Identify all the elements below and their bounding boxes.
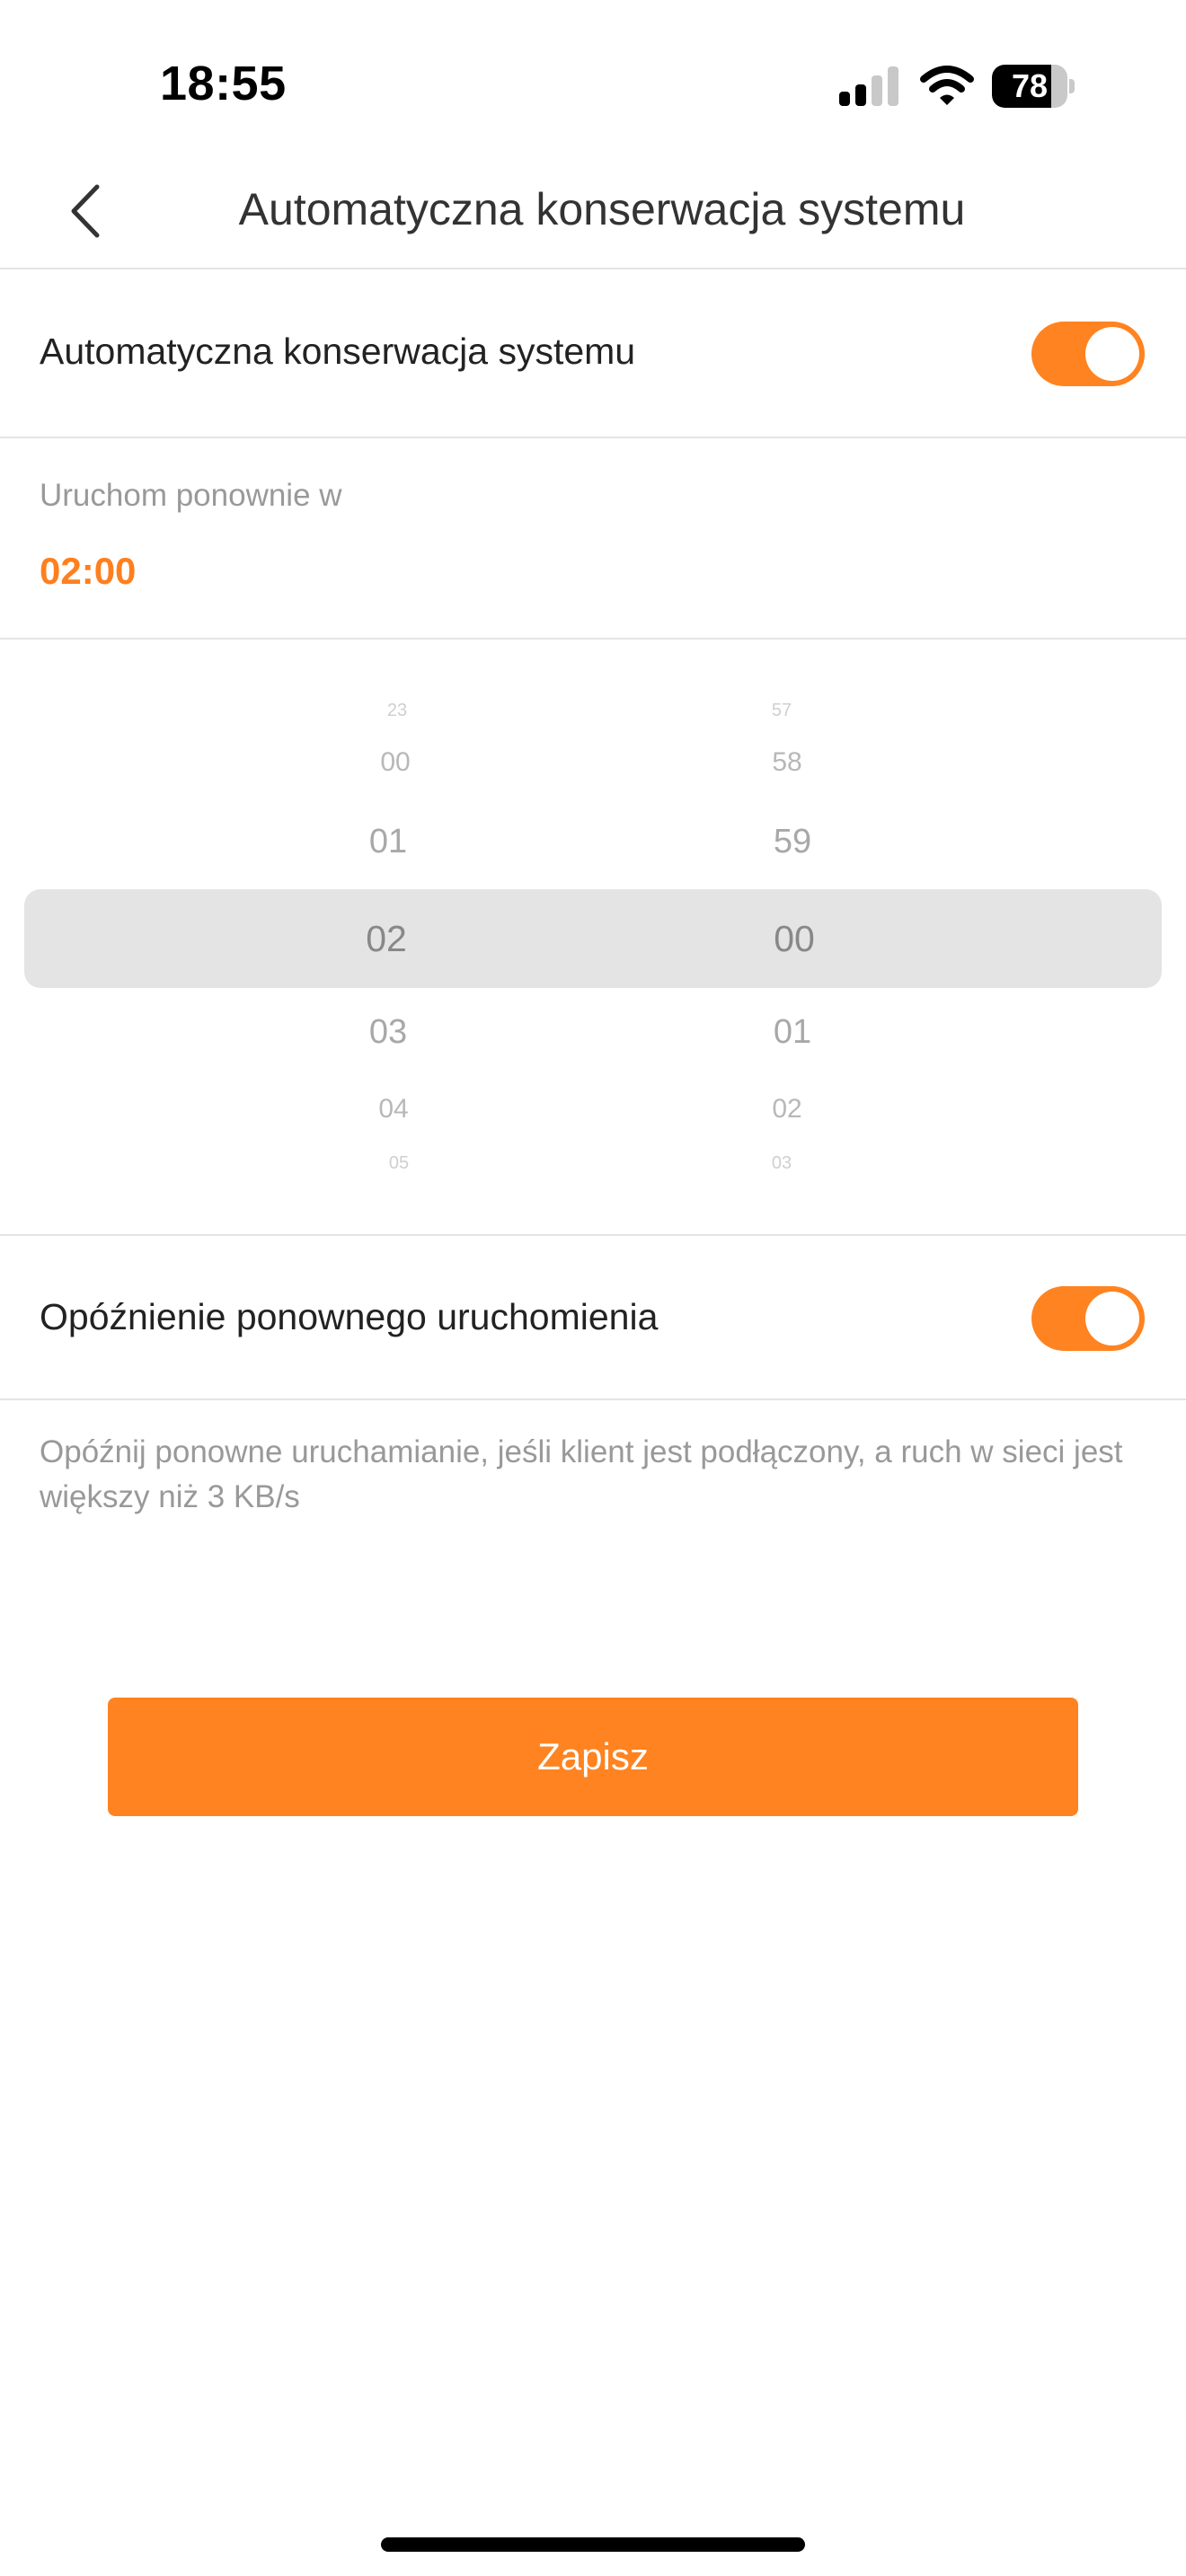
divider xyxy=(0,1398,1186,1400)
home-indicator[interactable] xyxy=(381,2537,805,2552)
save-button[interactable]: Zapisz xyxy=(108,1698,1078,1816)
minute-option[interactable]: 59 xyxy=(773,823,812,860)
minute-option[interactable]: 01 xyxy=(773,1013,812,1051)
hour-option[interactable]: 23 xyxy=(386,701,408,720)
minute-option[interactable]: 02 xyxy=(772,1094,802,1124)
battery-percent: 78 xyxy=(1011,67,1049,104)
auto-maintenance-toggle[interactable] xyxy=(1031,322,1145,386)
minute-option[interactable]: 03 xyxy=(771,1153,792,1173)
divider xyxy=(0,437,1186,438)
delay-restart-label: Opóźnienie ponownego uruchomienia xyxy=(40,1296,659,1337)
hour-option[interactable]: 03 xyxy=(368,1013,408,1051)
wifi-icon xyxy=(920,65,974,106)
hour-option[interactable]: 00 xyxy=(380,747,411,777)
minute-option[interactable]: 57 xyxy=(771,701,792,720)
page-title: Automatyczna konserwacja systemu xyxy=(238,184,966,234)
delay-restart-description: Opóźnij ponowne uruchamianie, jeśli klient jest podłączony, a ruch w sieci jest większy niż 3 KB/s xyxy=(40,1434,1123,1514)
delay-restart-toggle[interactable] xyxy=(1031,1286,1145,1351)
cellular-signal-icon xyxy=(839,66,900,106)
restart-at-label: Uruchom ponownie w xyxy=(40,478,342,513)
divider xyxy=(0,638,1186,640)
divider xyxy=(0,268,1186,269)
minute-option-selected[interactable]: 00 xyxy=(774,918,815,959)
toggle-knob xyxy=(1085,327,1139,381)
battery-icon xyxy=(992,65,1073,108)
time-picker[interactable] xyxy=(0,683,1186,1186)
hour-option[interactable]: 04 xyxy=(378,1094,409,1124)
hour-option[interactable]: 01 xyxy=(368,823,408,860)
restart-time-value: 02:00 xyxy=(40,550,137,592)
hour-option-selected[interactable]: 02 xyxy=(366,918,407,959)
status-time: 18:55 xyxy=(160,57,287,110)
minute-option[interactable]: 58 xyxy=(772,747,802,777)
divider xyxy=(0,1234,1186,1236)
toggle-knob xyxy=(1085,1292,1139,1345)
auto-maintenance-label: Automatyczna konserwacja systemu xyxy=(40,331,636,372)
hour-option[interactable]: 05 xyxy=(388,1153,410,1173)
